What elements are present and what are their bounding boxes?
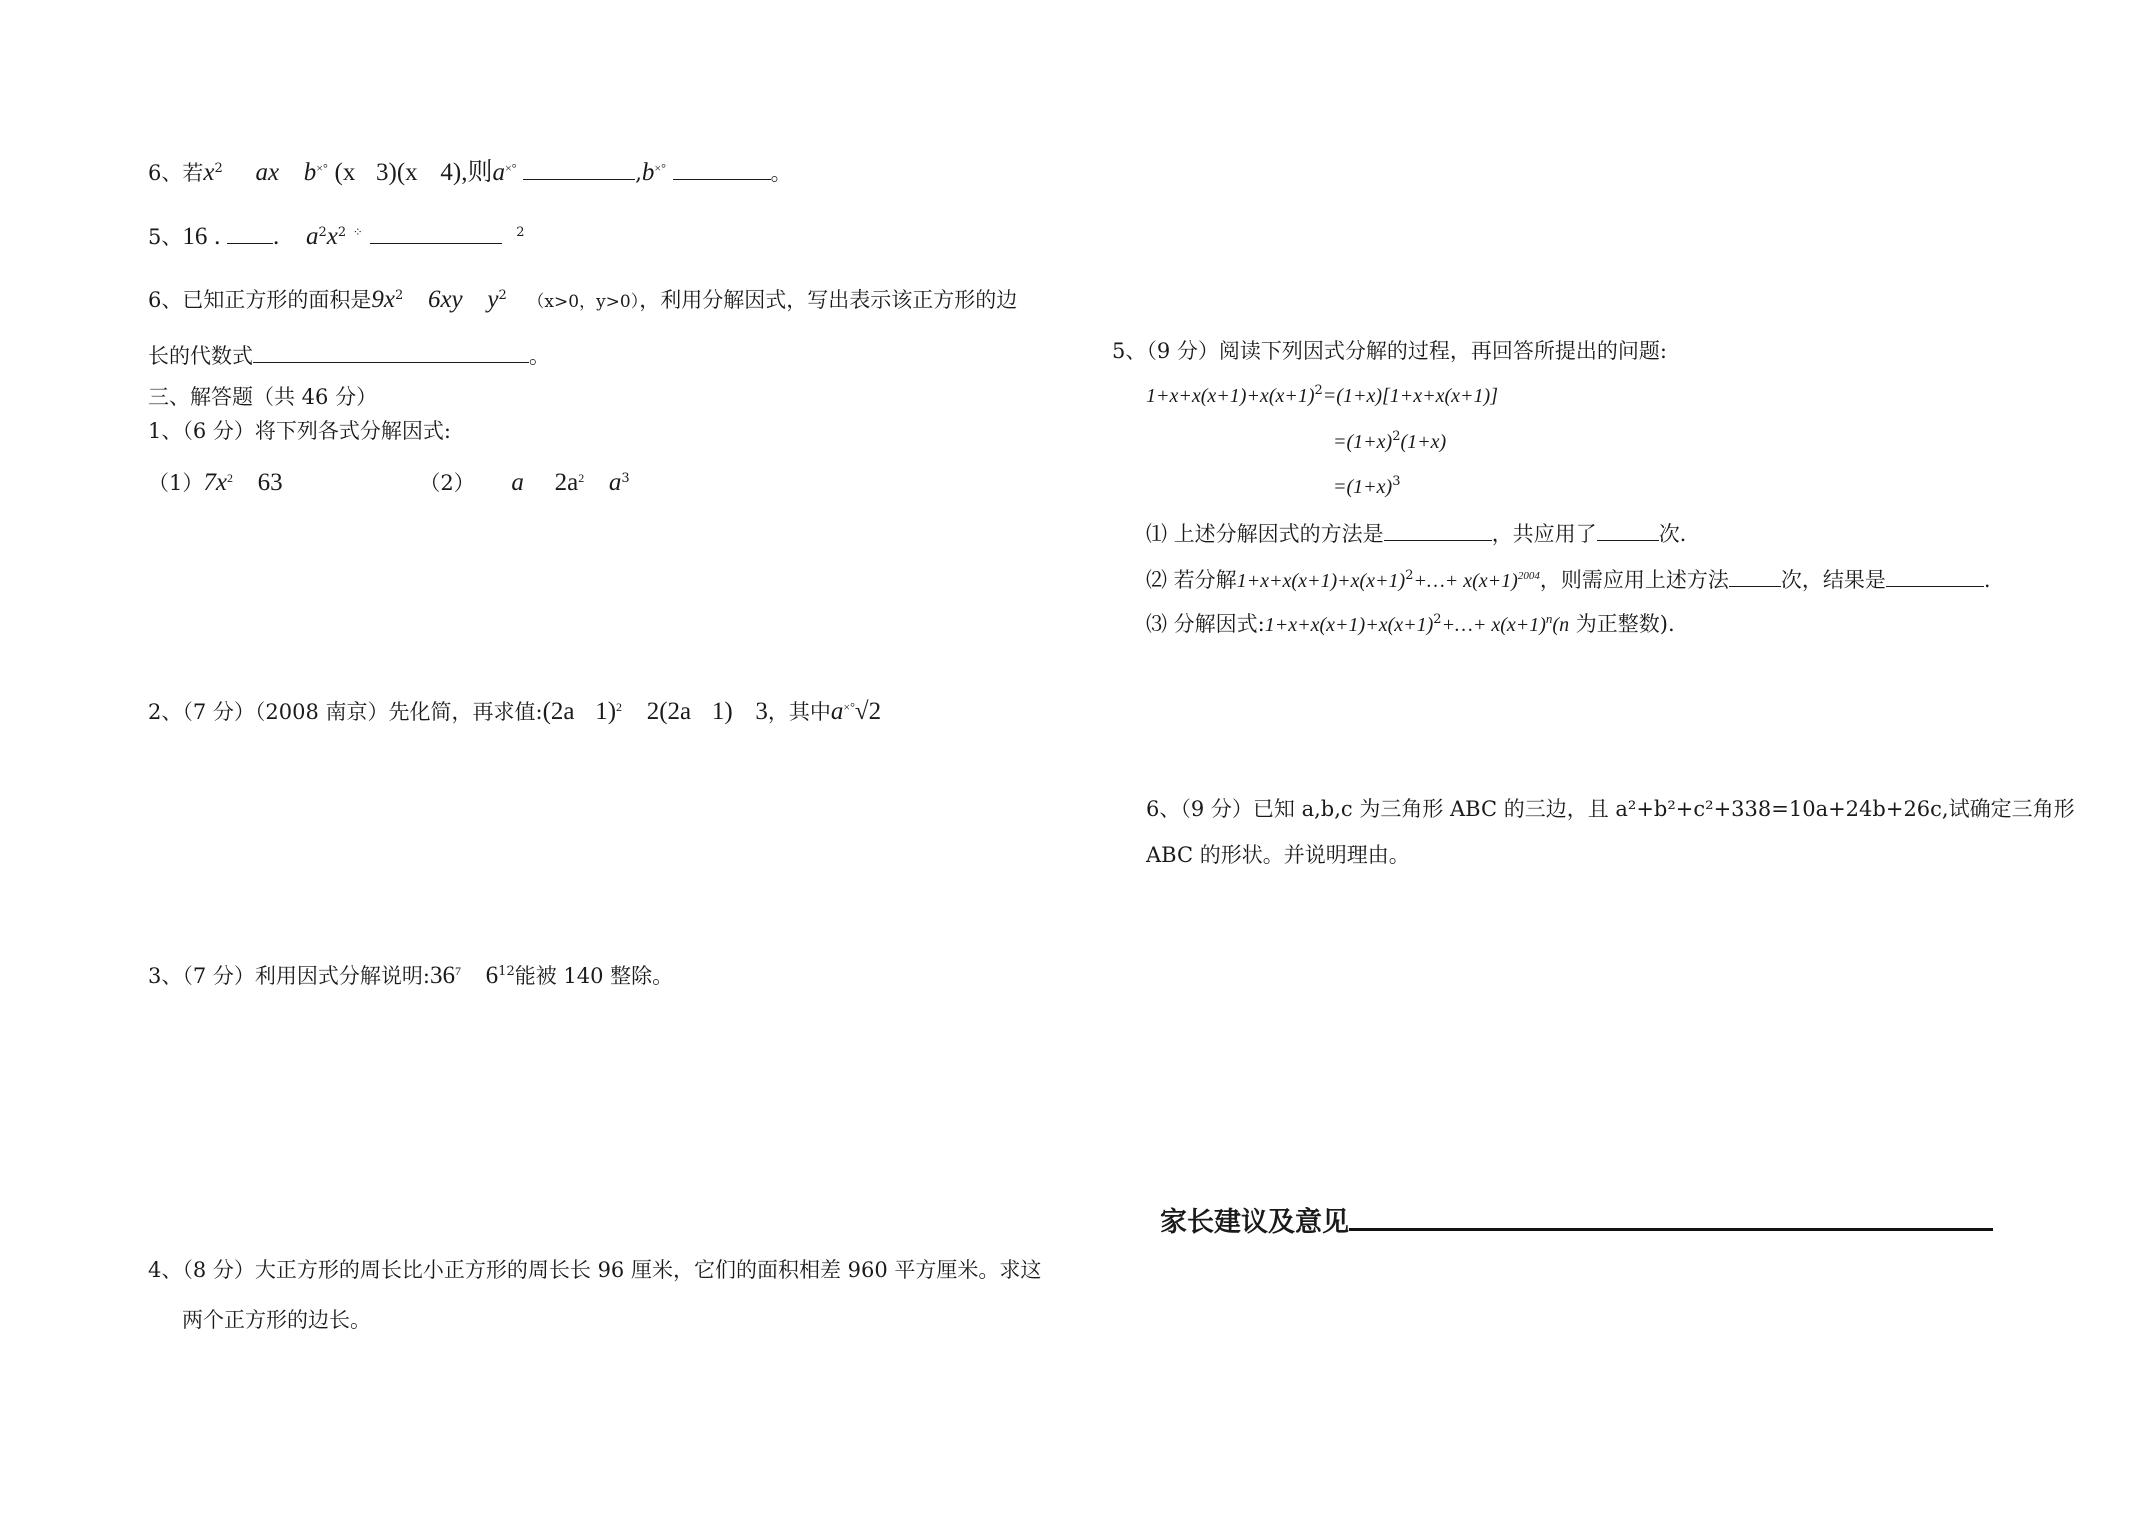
problem-4-line1: 4、（8 分）大正方形的周长比小正方形的周长长 96 厘米，它们的面积相差 960 平方厘米。求这	[148, 1258, 1042, 1282]
problem-5-eq3: $=(1+x)^3$	[1333, 474, 1401, 498]
question-6-square-line2: 长的代数式 。	[148, 344, 550, 368]
question-6-fill: 6、若$x^2$ ax b×° (x 3)(x 4),则a×° ,b×° 。	[148, 159, 792, 186]
question-5-fill: 5、16 . . $a^2x^2$ ⁘ $^2$	[148, 223, 525, 250]
problem-6-line2: ABC 的形状。并说明理由。	[1146, 843, 1410, 867]
answer-blank-c[interactable]	[227, 223, 273, 244]
problem-5-eq1: $1+x+x(x+1)+x(x+1)^2=(1+x)[1+x+x(x+1)]$	[1146, 383, 1498, 407]
problem-5-sub3: ⑶ 分解因式$:1+x+x(x+1)+x(x+1)^2+\dots+ x(x+1)^n(n$ 为正整数).	[1146, 611, 1675, 636]
problem-6-line1: 6、（9 分）已知 a,b,c 为三角形 ABC 的三边，且 a²+b²+c²+338=10a+24b+26c,试确定三角形	[1146, 797, 2075, 821]
problem-2: 2、（7 分）（2008 南京）先化简，再求值:(2a 1)$^2$ 2(2a 1) 3，其中a×°√2	[148, 698, 882, 725]
problem-5-sub2: ⑵ 若分解$1+x+x(x+1)+x(x+1)^2+\dots+ x(x+1)^{2004}$，则需应用上述方法 次，结果是 .	[1146, 568, 1991, 592]
problem-3: 3、（7 分）利用因式分解说明$:36^7$ $6^{12}$能被 140 整除。	[148, 962, 674, 989]
answer-blank-i[interactable]	[1886, 566, 1984, 587]
answer-blank-g[interactable]	[1597, 520, 1659, 541]
parent-comments-field[interactable]	[1349, 1198, 1993, 1231]
problem-4-line2: 两个正方形的边长。	[182, 1308, 371, 1332]
answer-blank-b[interactable]	[673, 159, 771, 180]
answer-blank-e[interactable]	[253, 342, 529, 363]
answer-blank-d[interactable]	[370, 223, 502, 244]
answer-blank-a[interactable]	[523, 159, 635, 180]
section-3-heading: 三、解答题（共 46 分）	[148, 385, 378, 409]
answer-blank-f[interactable]	[1384, 520, 1492, 541]
problem-5-sub1: ⑴ 上述分解因式的方法是 ，共应用了 次.	[1146, 522, 1687, 546]
problem-1-title: 1、（6 分）将下列各式分解因式:	[148, 419, 451, 443]
problem-5-eq2: $=(1+x)^2(1+x)$	[1333, 429, 1447, 453]
answer-blank-h[interactable]	[1729, 566, 1781, 587]
question-6-square: 6、已知正方形的面积是$9x^2$ 6xy $y^2$ （x>0，y>0），利用分解因式，写出表示该正方形的边	[148, 286, 1018, 313]
parent-comments: 家长建议及意见	[1160, 1198, 1993, 1239]
problem-5-title: 5、（9 分）阅读下列因式分解的过程，再回答所提出的问题:	[1112, 339, 1667, 363]
problem-1-items: $(1)7x^2$ 63 （2） a $2a^2$ $a^3$	[148, 469, 630, 496]
